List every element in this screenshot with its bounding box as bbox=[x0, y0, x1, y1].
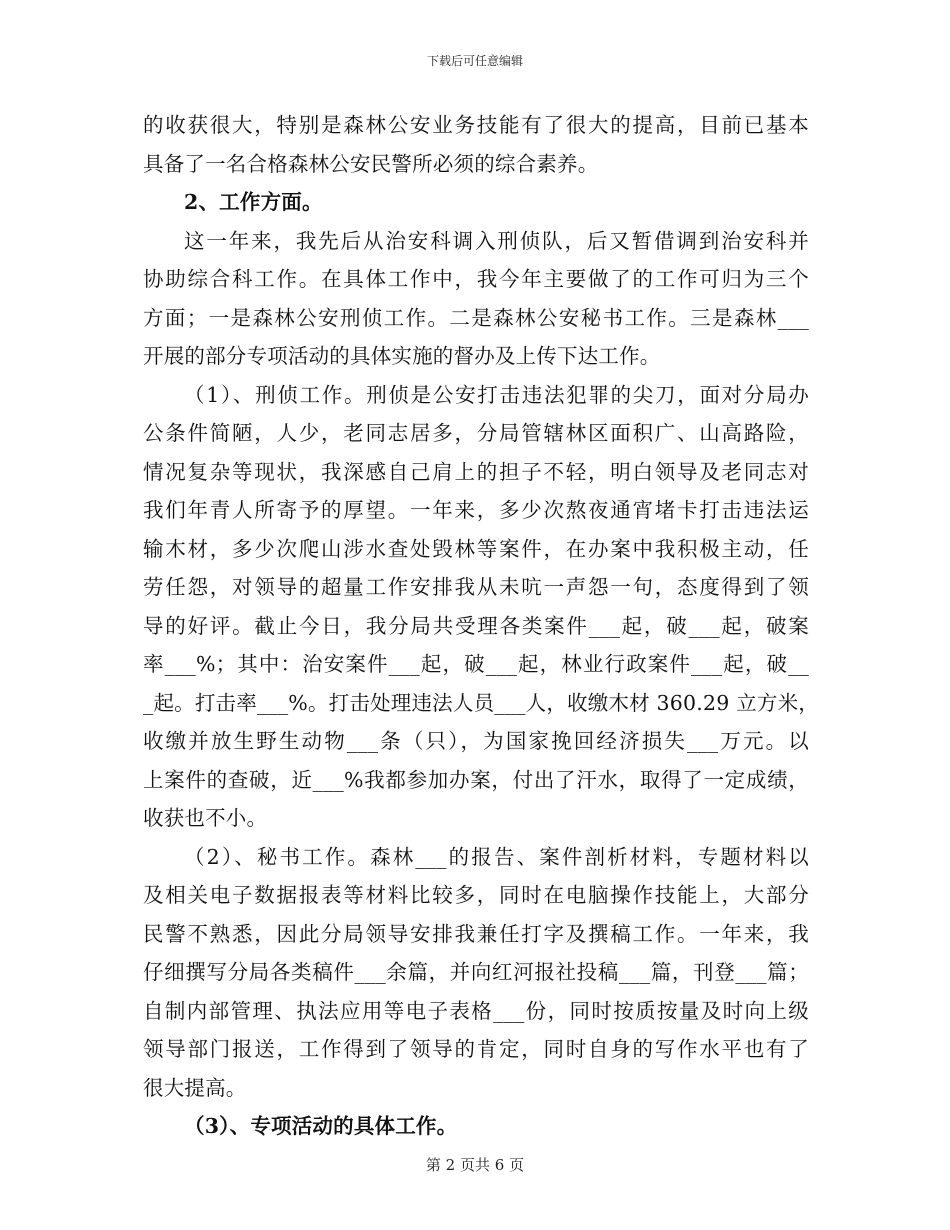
text-line-11: 我们年青人所寄予的厚望。一年来，多少次熬夜通宵堵卡打击违法运 bbox=[143, 498, 809, 522]
text-line-19: 收获也不小。 bbox=[143, 806, 268, 830]
text-line-15: 率___%；其中：治安案件___起，破___起，林业行政案件___起，破__ bbox=[143, 652, 809, 676]
section-heading-work: 2、工作方面。 bbox=[184, 190, 323, 214]
text-line-24: 自制内部管理、执法应用等电子表格___份，同时按质按量及时向上级 bbox=[143, 998, 809, 1023]
text-line-4: 这一年来，我先后从治安科调入刑侦队，后又暂借调到治安科并 bbox=[184, 228, 809, 253]
text-line-2: 具备了一名合格森林公安民警所必须的综合素养。 bbox=[143, 151, 599, 176]
text-line-10: 情况复杂等现状，我深感自己肩上的担子不轻，明白领导及老同志对 bbox=[143, 459, 809, 484]
page-footer: 第 2 页共 6 页 bbox=[425, 1156, 525, 1174]
text-line-22: 民警不熟悉，因此分局领导安排我兼任打字及撰稿工作。一年来，我 bbox=[143, 921, 809, 946]
text-line-9: 公条件简陋，人少，老同志居多，分局管辖林区面积广、山高路险， bbox=[143, 421, 809, 445]
text-line-6: 方面；一是森林公安刑侦工作。二是森林公安秘书工作。三是森林___ bbox=[143, 305, 809, 330]
document-body bbox=[143, 106, 819, 1146]
text-line-17: 收缴并放生野生动物___条（只），为国家挽回经济损失___万元。以 bbox=[143, 729, 809, 753]
text-line-1: 的收获很大，特别是森林公安业务技能有了很大的提高，目前已基本 bbox=[143, 113, 809, 137]
text-line-13: 劳任怨，对领导的超量工作安排我从未吭一声怨一句，态度得到了领 bbox=[143, 575, 809, 599]
page-header: 下载后可任意编辑 bbox=[426, 54, 523, 68]
text-line-25: 领导部门报送，工作得到了领导的肯定，同时自身的写作水平也有了 bbox=[143, 1037, 809, 1061]
text-line-7: 开展的部分专项活动的具体实施的督办及上传下达工作。 bbox=[143, 344, 661, 368]
text-line-26: 很大提高。 bbox=[143, 1075, 247, 1100]
text-line-18: 上案件的查破，近___%我都参加办案，付出了汗水，取得了一定成绩， bbox=[143, 767, 809, 792]
text-line-14: 导的好评。截止今日，我分局共受理各类案件___起，破___起，破案 bbox=[143, 613, 809, 638]
text-line-16: _起。打击率___%。打击处理违法人员___人，收缴木材 360.29 立方米， bbox=[143, 690, 819, 715]
text-line-23: 仔细撰写分局各类稿件___余篇，并向红河报社投稿___篇，刊登___篇； bbox=[143, 960, 809, 984]
text-line-12: 输木材，多少次爬山涉水查处毁林等案件，在办案中我积极主动，任 bbox=[143, 536, 809, 561]
text-line-21: 及相关电子数据报表等材料比较多，同时在电脑操作技能上，大部分 bbox=[143, 883, 809, 907]
section-heading-special-activities: （3）、专项活动的具体工作。 bbox=[184, 1114, 458, 1138]
text-line-8: （1）、刑侦工作。刑侦是公安打击违法犯罪的尖刀，面对分局办 bbox=[184, 382, 809, 407]
text-line-5: 协助综合科工作。在具体工作中，我今年主要做了的工作可归为三个 bbox=[143, 267, 809, 291]
text-line-20: （2）、秘书工作。森林___的报告、案件剖析材料，专题材料以 bbox=[184, 844, 809, 869]
